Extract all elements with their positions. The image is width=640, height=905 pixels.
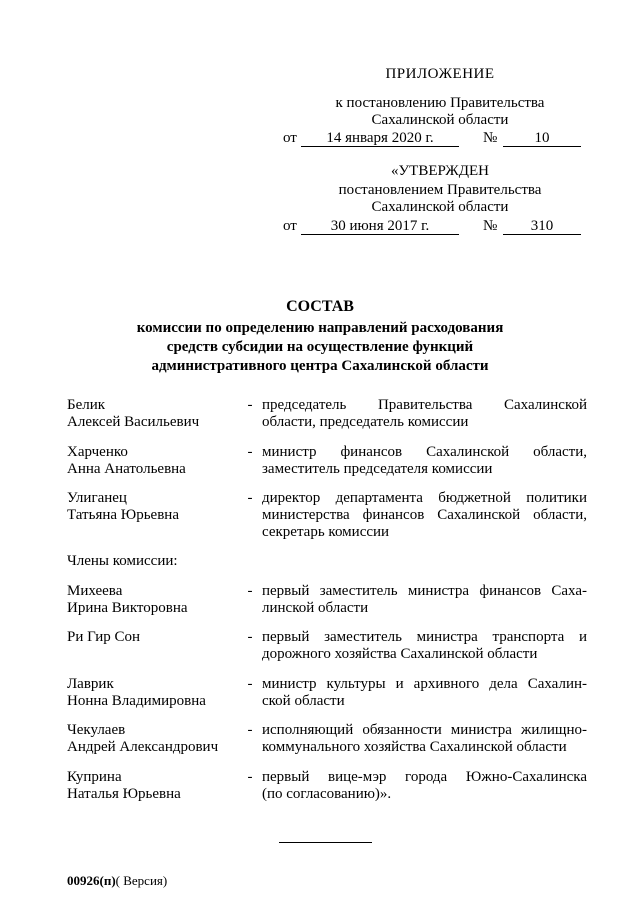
role-line: министр финансов Сахалинской области, (262, 444, 587, 460)
member-surname: Чекулаев (67, 722, 126, 738)
document-title: СОСТАВ (286, 298, 354, 315)
role-line: ской области (262, 693, 345, 709)
member-given-name: Наталья Юрьевна (67, 786, 181, 802)
dash: - (247, 629, 253, 645)
list-item (67, 397, 587, 433)
member-given-name: Анна Анатольевна (67, 461, 186, 477)
role-line: первый заместитель министра финансов Саха- (262, 583, 587, 599)
member-name (67, 629, 237, 646)
approved-date: 30 июня 2017 г. (301, 218, 459, 235)
member-given-name: Андрей Александрович (67, 739, 219, 755)
appendix-block (280, 66, 600, 83)
approved-num-label: № (483, 218, 498, 234)
member-role (262, 722, 587, 756)
role-line: области, председатель комиссии (262, 414, 469, 430)
member-name (67, 769, 237, 803)
dash: - (247, 444, 253, 460)
footer (67, 872, 167, 889)
members-label: Члены комиссии: (67, 553, 178, 569)
footer-code: 00926(п) (67, 873, 116, 888)
role-line: первый вице-мэр города Южно-Сахалинска (262, 769, 587, 785)
list-item (67, 444, 587, 480)
appendix-from-label: от (283, 130, 297, 146)
member-role (262, 490, 587, 541)
member-surname: Ри Гир Сон (67, 629, 141, 645)
appendix-line1: к постановлению Правительства (335, 95, 545, 111)
role-line: первый заместитель министра транспорта и (262, 629, 587, 645)
member-given-name: Ирина Викторовна (67, 600, 188, 616)
dash: - (247, 583, 253, 599)
member-surname: Улиганец (67, 490, 127, 506)
member-surname: Куприна (67, 769, 122, 785)
dash: - (247, 722, 253, 738)
member-name (67, 490, 237, 524)
member-surname: Харченко (67, 444, 128, 460)
approved-line2: Сахалинской области (371, 199, 509, 215)
approved-reference (280, 182, 600, 216)
list-item (67, 676, 587, 712)
role-line: министерства финансов Сахалинской области, (262, 507, 587, 523)
role-line: заместитель председателя комиссии (262, 461, 493, 477)
appendix-title: ПРИЛОЖЕНИЕ (385, 66, 495, 82)
member-given-name: Алексей Васильевич (67, 414, 200, 430)
closing-divider (279, 842, 372, 843)
list-item (67, 583, 587, 619)
role-line: председатель Правительства Сахалинской (262, 397, 587, 413)
role-line: директор департамента бюджетной политики (262, 490, 587, 506)
list-item (67, 769, 587, 805)
dash: - (247, 397, 253, 413)
member-role (262, 769, 587, 803)
dash: - (247, 490, 253, 506)
role-line: коммунального хозяйства Сахалинской области (262, 739, 567, 755)
approved-block (280, 163, 600, 180)
member-given-name: Нонна Владимировна (67, 693, 206, 709)
member-role (262, 397, 587, 431)
role-line: секретарь комиссии (262, 524, 390, 540)
footer-version: ( Версия) (115, 873, 168, 888)
appendix-number: 10 (503, 130, 581, 147)
member-role (262, 676, 587, 710)
list-item (67, 722, 587, 758)
approved-number: 310 (503, 218, 581, 235)
list-item (67, 629, 587, 665)
appendix-number-row (283, 130, 583, 148)
approved-from-label: от (283, 218, 297, 234)
member-surname: Белик (67, 397, 106, 413)
member-role (262, 583, 587, 617)
role-line: линской области (262, 600, 369, 616)
member-role (262, 444, 587, 478)
member-name (67, 676, 237, 710)
member-surname: Михеева (67, 583, 123, 599)
member-name (67, 583, 237, 617)
member-given-name: Татьяна Юрьевна (67, 507, 179, 523)
heading-line3: административного центра Сахалинской области (151, 358, 489, 374)
appendix-line2: Сахалинской области (371, 112, 509, 128)
appendix-num-label: № (483, 130, 498, 146)
list-item (67, 490, 587, 544)
member-name (67, 722, 237, 756)
role-line: (по согласованию)». (262, 786, 392, 802)
member-name (67, 444, 237, 478)
approved-number-row (283, 218, 583, 236)
heading-line1: комиссии по определению направлений расходования (136, 320, 504, 336)
role-line: министр культуры и архивного дела Сахалин- (262, 676, 587, 692)
member-surname: Лаврик (67, 676, 114, 692)
dash: - (247, 769, 253, 785)
role-line: дорожного хозяйства Сахалинской области (262, 646, 538, 662)
appendix-reference (280, 95, 600, 129)
approved-title: «УТВЕРЖДЕН (391, 163, 489, 179)
heading-line2: средств субсидии на осуществление функций (166, 339, 474, 355)
member-role (262, 629, 587, 663)
role-line: исполняющий обязанности министра жилищно- (262, 722, 587, 738)
approved-line1: постановлением Правительства (338, 182, 542, 198)
dash: - (247, 676, 253, 692)
member-name (67, 397, 237, 431)
appendix-date: 14 января 2020 г. (301, 130, 459, 147)
